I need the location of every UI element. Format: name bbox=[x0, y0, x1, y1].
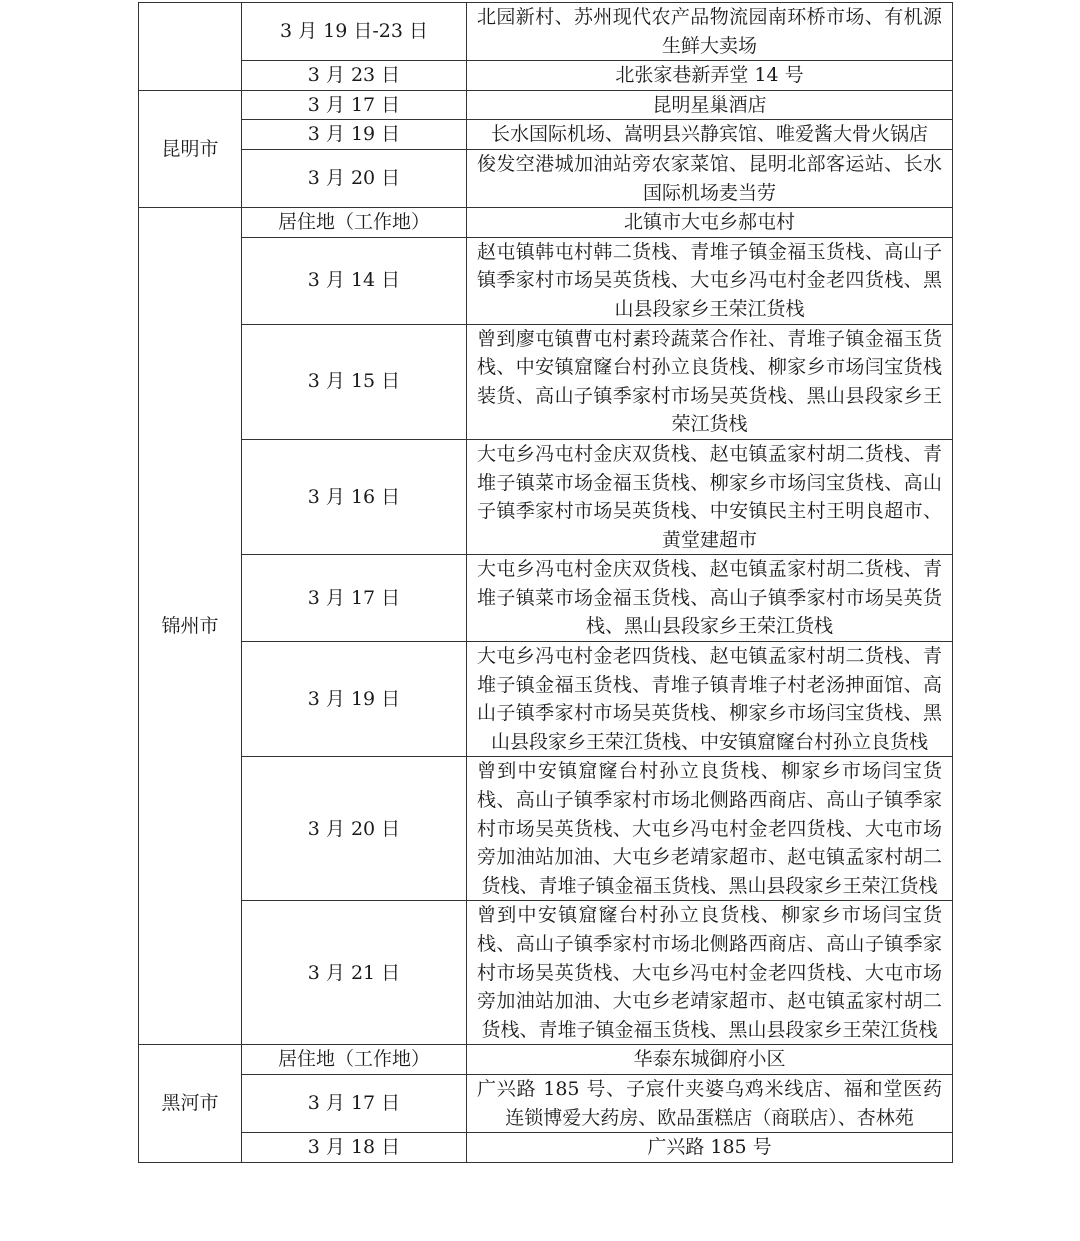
itinerary-table bbox=[138, 2, 953, 1163]
date-cell: 3 月 20 日 bbox=[242, 757, 467, 901]
date-cell: 居住地（工作地） bbox=[242, 208, 467, 238]
table-row bbox=[139, 1133, 953, 1163]
table-row bbox=[139, 555, 953, 642]
table-row bbox=[139, 901, 953, 1045]
table-row bbox=[139, 3, 953, 61]
places-cell: 曾到中安镇窟窿台村孙立良货栈、柳家乡市场闫宝货栈、高山子镇季家村市场北侧路西商店、高山子镇季家村市场吴英货栈、大屯乡冯屯村金老四货栈、大屯市场旁加油站加油、大屯乡老靖家超市、赵屯镇孟家村胡二货栈、青堆子镇金福玉货栈、黑山县段家乡王荣江货栈 bbox=[467, 901, 953, 1045]
date-cell: 3 月 18 日 bbox=[242, 1133, 467, 1163]
places-cell: 北园新村、苏州现代农产品物流园南环桥市场、有机源生鲜大卖场 bbox=[467, 3, 953, 61]
date-cell: 3 月 17 日 bbox=[242, 1074, 467, 1132]
date-cell: 3 月 19 日-23 日 bbox=[242, 3, 467, 61]
places-cell: 长水国际机场、嵩明县兴静宾馆、唯爱酱大骨火锅店 bbox=[467, 120, 953, 150]
date-cell: 居住地（工作地） bbox=[242, 1045, 467, 1075]
date-cell: 3 月 19 日 bbox=[242, 120, 467, 150]
table-row bbox=[139, 149, 953, 207]
table-row bbox=[139, 324, 953, 439]
table-row bbox=[139, 120, 953, 150]
table-row bbox=[139, 237, 953, 324]
table-row bbox=[139, 757, 953, 901]
date-cell: 3 月 15 日 bbox=[242, 324, 467, 439]
places-cell: 广兴路 185 号、子宸什夹婆乌鸡米线店、福和堂医药连锁博爱大药房、欧品蛋糕店（商联店）、杏林苑 bbox=[467, 1074, 953, 1132]
places-cell: 曾到廖屯镇曹屯村素玲蔬菜合作社、青堆子镇金福玉货栈、中安镇窟窿台村孙立良货栈、柳家乡市场闫宝货栈装货、高山子镇季家村市场吴英货栈、黑山县段家乡王荣江货栈 bbox=[467, 324, 953, 439]
places-cell: 曾到中安镇窟窿台村孙立良货栈、柳家乡市场闫宝货栈、高山子镇季家村市场北侧路西商店、高山子镇季家村市场吴英货栈、大屯乡冯屯村金老四货栈、大屯市场旁加油站加油、大屯乡老靖家超市、赵屯镇孟家村胡二货栈、青堆子镇金福玉货栈、黑山县段家乡王荣江货栈 bbox=[467, 757, 953, 901]
places-cell: 华泰东城御府小区 bbox=[467, 1045, 953, 1075]
date-cell: 3 月 23 日 bbox=[242, 61, 467, 91]
table-row bbox=[139, 1074, 953, 1132]
date-cell: 3 月 19 日 bbox=[242, 642, 467, 757]
places-cell: 广兴路 185 号 bbox=[467, 1133, 953, 1163]
places-cell: 大屯乡冯屯村金庆双货栈、赵屯镇孟家村胡二货栈、青堆子镇菜市场金福玉货栈、高山子镇季家村市场吴英货栈、黑山县段家乡王荣江货栈 bbox=[467, 555, 953, 642]
table-row bbox=[139, 61, 953, 91]
date-cell: 3 月 20 日 bbox=[242, 149, 467, 207]
places-cell: 大屯乡冯屯村金庆双货栈、赵屯镇孟家村胡二货栈、青堆子镇菜市场金福玉货栈、柳家乡市场闫宝货栈、高山子镇季家村市场吴英货栈、中安镇民主村王明良超市、黄堂建超市 bbox=[467, 439, 953, 554]
city-cell: 锦州市 bbox=[139, 208, 242, 1045]
city-cell bbox=[139, 3, 242, 91]
city-cell: 黑河市 bbox=[139, 1045, 242, 1162]
places-cell: 大屯乡冯屯村金老四货栈、赵屯镇孟家村胡二货栈、青堆子镇金福玉货栈、青堆子镇青堆子村老汤抻面馆、高山子镇季家村市场吴英货栈、柳家乡市场闫宝货栈、黑山县段家乡王荣江货栈、中安镇窟窿台村孙立良货栈 bbox=[467, 642, 953, 757]
city-cell: 昆明市 bbox=[139, 90, 242, 207]
date-cell: 3 月 16 日 bbox=[242, 439, 467, 554]
places-cell: 赵屯镇韩屯村韩二货栈、青堆子镇金福玉货栈、高山子镇季家村市场吴英货栈、大屯乡冯屯村金老四货栈、黑山县段家乡王荣江货栈 bbox=[467, 237, 953, 324]
date-cell: 3 月 17 日 bbox=[242, 90, 467, 120]
table-row bbox=[139, 1045, 953, 1075]
date-cell: 3 月 14 日 bbox=[242, 237, 467, 324]
places-cell: 北镇市大屯乡郝屯村 bbox=[467, 208, 953, 238]
date-cell: 3 月 21 日 bbox=[242, 901, 467, 1045]
table-row bbox=[139, 90, 953, 120]
date-cell: 3 月 17 日 bbox=[242, 555, 467, 642]
table-row bbox=[139, 208, 953, 238]
table-row bbox=[139, 642, 953, 757]
table-body bbox=[139, 3, 953, 1163]
places-cell: 俊发空港城加油站旁农家菜馆、昆明北部客运站、长水国际机场麦当劳 bbox=[467, 149, 953, 207]
table-row bbox=[139, 439, 953, 554]
places-cell: 北张家巷新弄堂 14 号 bbox=[467, 61, 953, 91]
places-cell: 昆明星巢酒店 bbox=[467, 90, 953, 120]
